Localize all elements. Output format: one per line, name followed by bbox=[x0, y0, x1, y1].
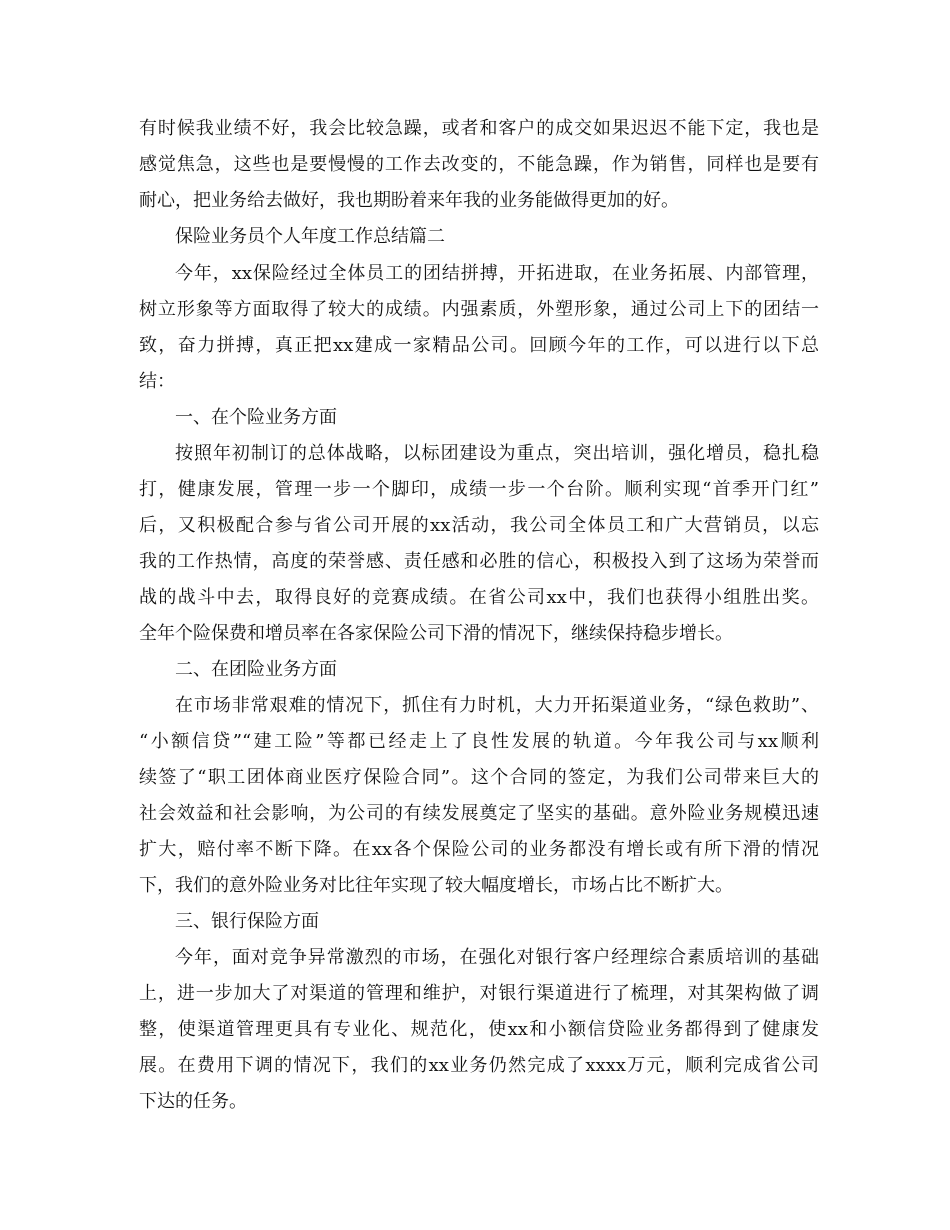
body-line: 整，使渠道管理更具有专业化、规范化，使xx和小额信贷险业务都得到了健康发 bbox=[139, 1019, 819, 1040]
body-line: 扩大，赔付率不断下降。在xx各个保险公司的业务都没有增长或有所下滑的情况 bbox=[139, 839, 819, 860]
body-line: “小额信贷”“建工险”等都已经走上了良性发展的轨道。今年我公司与xx顺利 bbox=[139, 731, 819, 752]
body-line: 下达的任务。 bbox=[139, 1091, 247, 1112]
body-line: 战的战斗中去，取得良好的竞赛成绩。在省公司xx中，我们也获得小组胜出奖。 bbox=[139, 587, 819, 608]
body-line: 在市场非常艰难的情况下，抓住有力时机，大力开拓渠道业务，“绿色救助”、 bbox=[175, 695, 819, 716]
body-line: 展。在费用下调的情况下，我们的xx业务仍然完成了xxxx万元，顺利完成省公司 bbox=[139, 1055, 819, 1076]
body-line: 社会效益和社会影响，为公司的有续发展奠定了坚实的基础。意外险业务规模迅速 bbox=[139, 803, 819, 824]
body-line: 后，又积极配合参与省公司开展的xx活动，我公司全体员工和广大营销员，以忘 bbox=[139, 515, 819, 536]
body-line: 耐心，把业务给去做好，我也期盼着来年我的业务能做得更加的好。 bbox=[139, 190, 679, 211]
body-line: 全年个险保费和增员率在各家保险公司下滑的情况下，继续保持稳步增长。 bbox=[139, 623, 733, 644]
body-line: 有时候我业绩不好，我会比较急躁，或者和客户的成交如果迟迟不能下定，我也是 bbox=[139, 118, 819, 139]
section-heading: 三、银行保险方面 bbox=[175, 911, 319, 932]
body-line: 我的工作热情，高度的荣誉感、责任感和必胜的信心，积极投入到了这场为荣誉而 bbox=[139, 551, 819, 572]
body-line: 今年，xx保险经过全体员工的团结拼搏，开拓进取，在业务拓展、内部管理， bbox=[175, 263, 819, 284]
body-line: 树立形象等方面取得了较大的成绩。内强素质，外塑形象，通过公司上下的团结一 bbox=[139, 299, 819, 320]
body-line: 按照年初制订的总体战略，以标团建设为重点，突出培训，强化增员，稳扎稳 bbox=[175, 443, 819, 464]
body-line: 致，奋力拼搏，真正把xx建成一家精品公司。回顾今年的工作，可以进行以下总 bbox=[139, 335, 819, 356]
section-heading: 一、在个险业务方面 bbox=[175, 407, 337, 428]
section-heading: 二、在团险业务方面 bbox=[175, 659, 337, 680]
body-line: 感觉焦急，这些也是要慢慢的工作去改变的，不能急躁，作为销售，同样也是要有 bbox=[139, 154, 819, 175]
body-line: 上，进一步加大了对渠道的管理和维护，对银行渠道进行了梳理，对其架构做了调 bbox=[139, 983, 819, 1004]
body-line: 下，我们的意外险业务对比往年实现了较大幅度增长，市场占比不断扩大。 bbox=[139, 875, 733, 896]
body-line: 续签了“职工团体商业医疗保险合同”。这个合同的签定，为我们公司带来巨大的 bbox=[139, 767, 819, 788]
body-line: 今年，面对竞争异常激烈的市场，在强化对银行客户经理综合素质培训的基础 bbox=[175, 947, 819, 968]
body-line: 结： bbox=[139, 371, 175, 392]
body-line: 打，健康发展，管理一步一个脚印，成绩一步一个台阶。顺利实现“首季开门红” bbox=[139, 479, 819, 500]
section-title: 保险业务员个人年度工作总结篇二 bbox=[175, 226, 445, 247]
